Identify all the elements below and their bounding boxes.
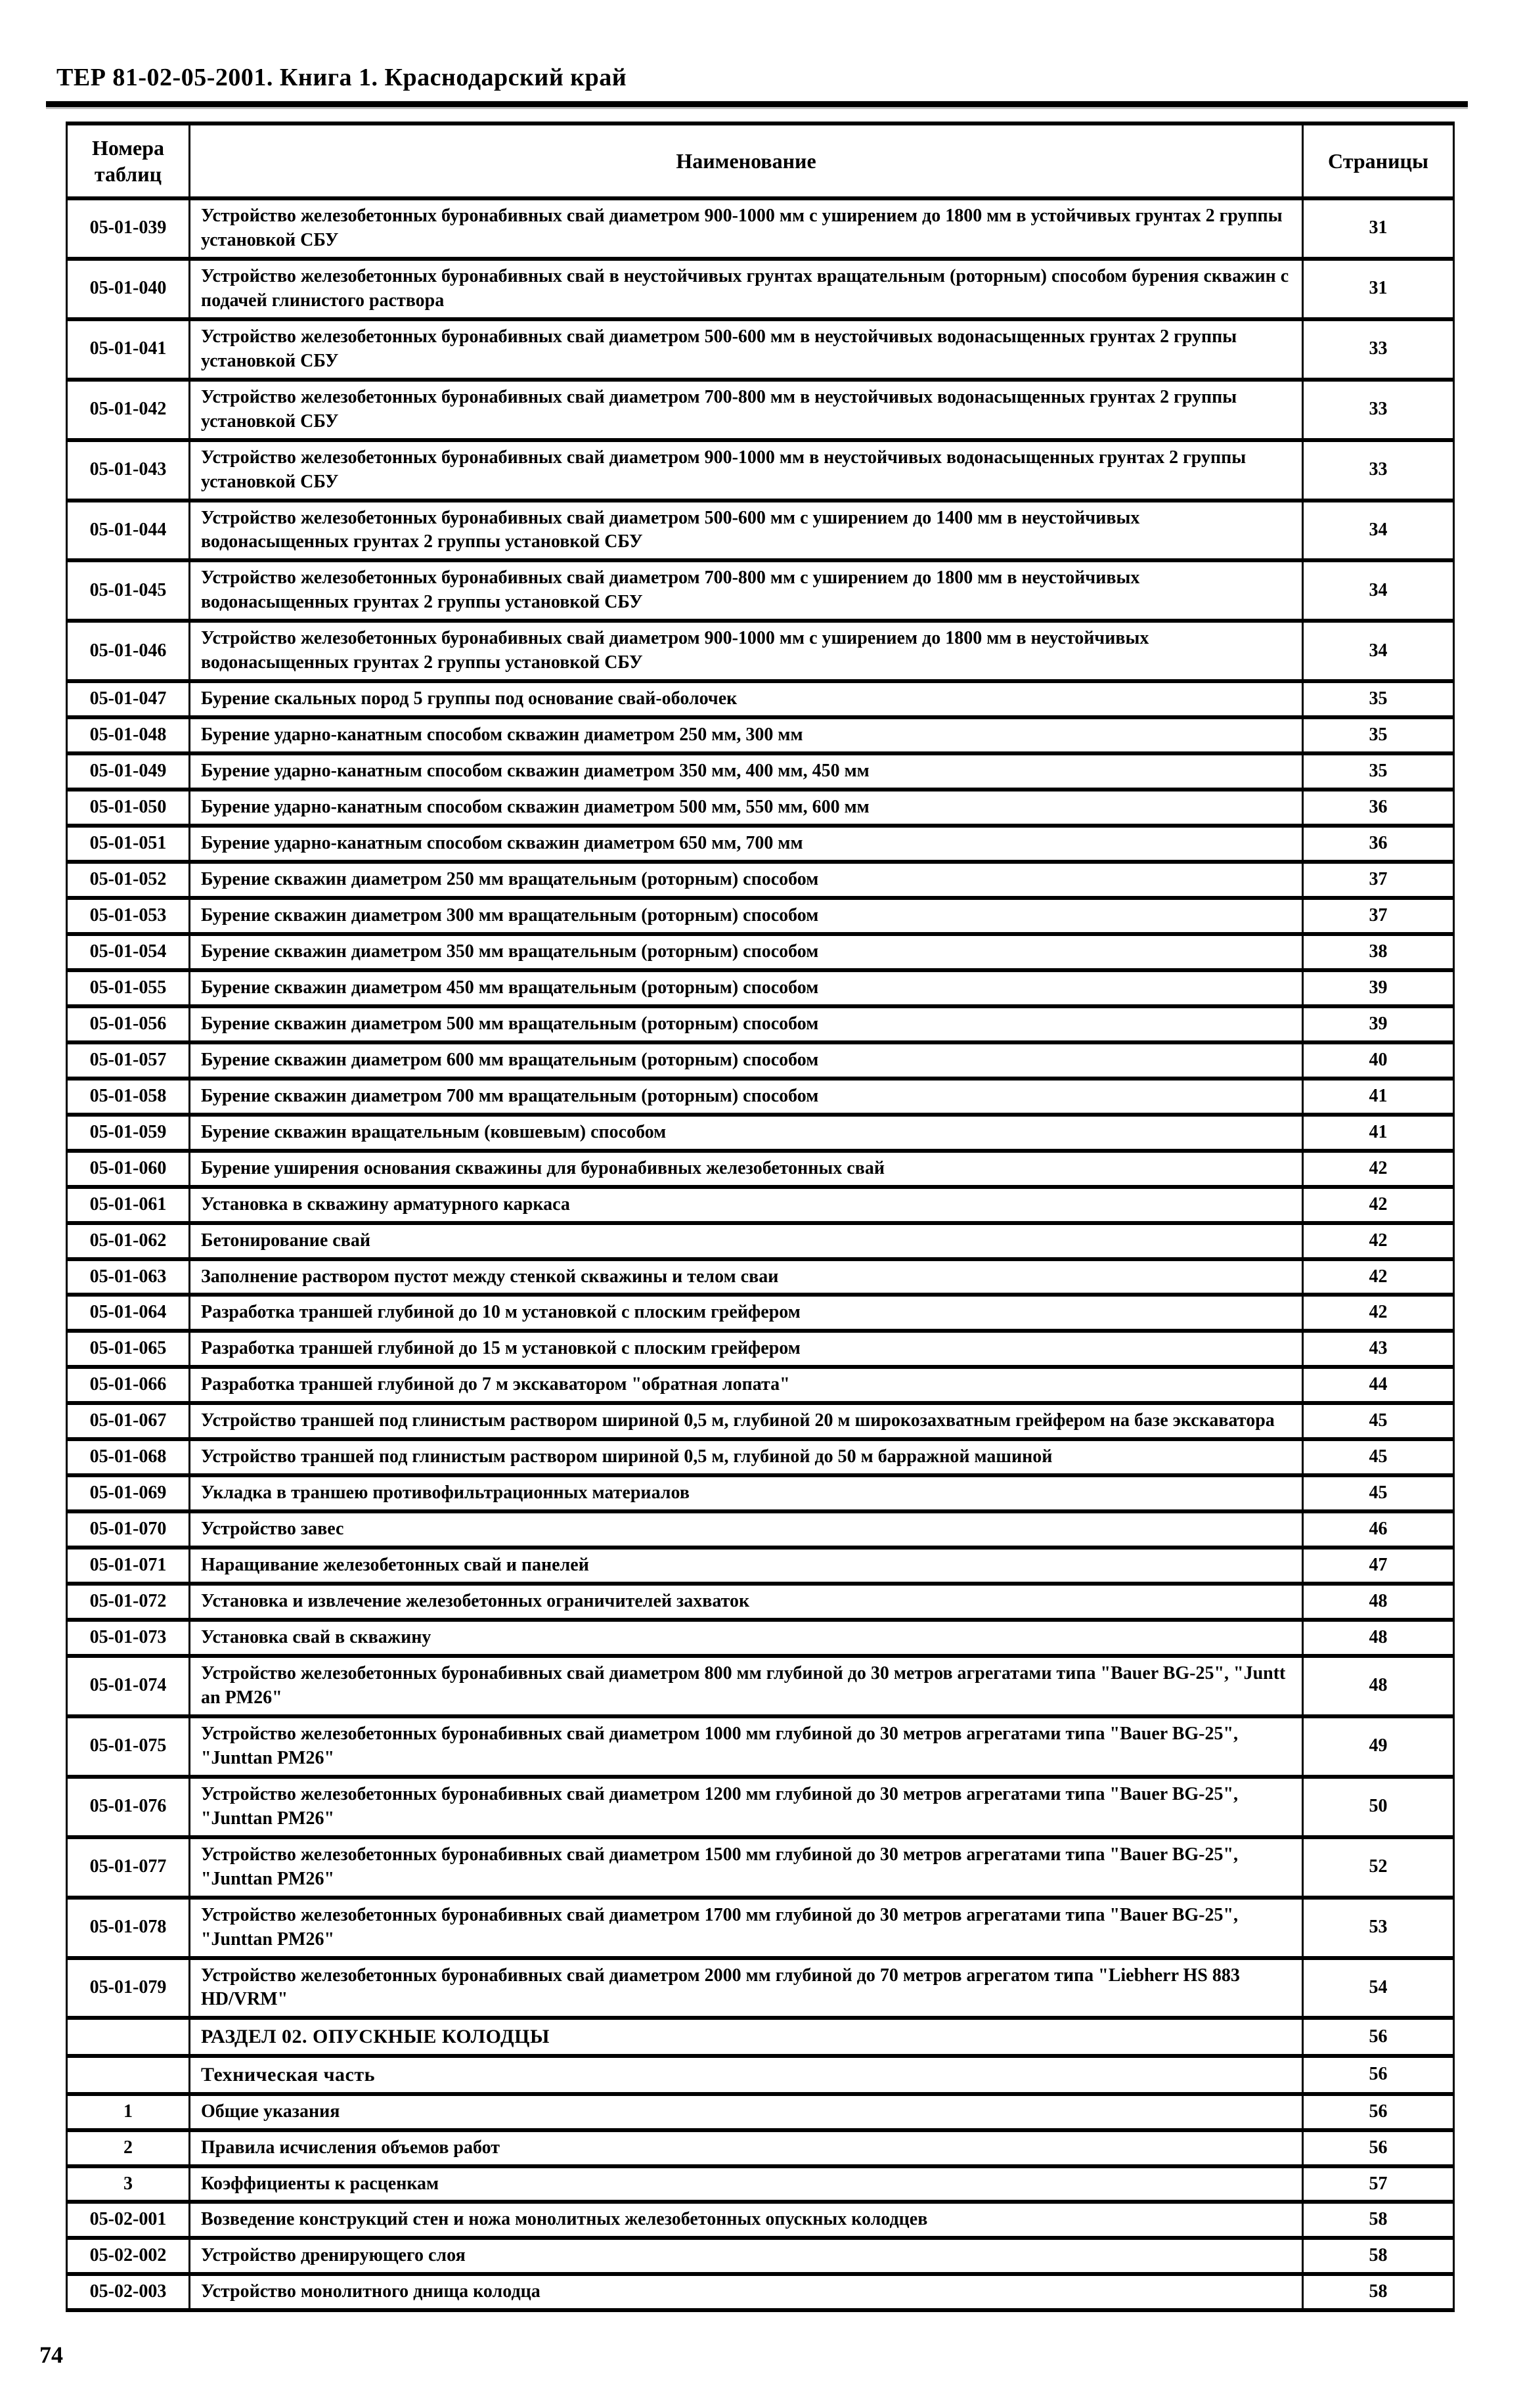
row-table-number — [67, 2056, 190, 2094]
table-row — [67, 1584, 1454, 1620]
row-title: Устройство железобетонных буронабивных свай диаметром 700-800 мм в неустойчивых водонасыщенных грунтах 2 группы установкой СБУ — [190, 380, 1303, 440]
table-row — [67, 2238, 1454, 2274]
row-page-number: 35 — [1303, 717, 1454, 753]
table-row — [67, 681, 1454, 717]
row-table-number: 05-01-046 — [67, 621, 190, 681]
table-row — [67, 1439, 1454, 1475]
row-title: Устройство железобетонных буронабивных свай диаметром 700-800 мм с уширением до 1800 мм в неустойчивых водонасыщенных грунтах 2 группы установкой СБУ — [190, 560, 1303, 621]
row-table-number: 05-01-039 — [67, 198, 190, 259]
row-title: Устройство железобетонных буронабивных свай диаметром 900-1000 мм в неустойчивых водонасыщенных грунтах 2 группы установкой СБУ — [190, 440, 1303, 501]
row-page-number: 34 — [1303, 501, 1454, 561]
row-title: Устройство железобетонных буронабивных свай диаметром 1000 мм глубиной до 30 метров агрегатами типа "Bauer BG-25", "Junttan PM26" — [190, 1716, 1303, 1777]
row-title: Бурение скважин диаметром 700 мм вращательным (роторным) способом — [190, 1079, 1303, 1115]
row-table-number: 05-01-077 — [67, 1837, 190, 1898]
row-table-number: 05-02-002 — [67, 2238, 190, 2274]
table-row — [67, 1475, 1454, 1511]
row-title: Устройство железобетонных буронабивных свай диаметром 800 мм глубиной до 30 метров агрегатами типа "Bauer BG-25", "Juntt an PM26" — [190, 1656, 1303, 1716]
table-row — [67, 1898, 1454, 1958]
row-title: Наращивание железобетонных свай и панелей — [190, 1548, 1303, 1584]
row-table-number: 05-01-069 — [67, 1475, 190, 1511]
row-title: Устройство дренирующего слоя — [190, 2238, 1303, 2274]
row-table-number: 05-01-041 — [67, 319, 190, 380]
row-page-number: 42 — [1303, 1223, 1454, 1259]
table-row — [67, 1223, 1454, 1259]
table-row — [67, 934, 1454, 970]
table-row — [67, 1331, 1454, 1367]
row-table-number: 05-01-065 — [67, 1331, 190, 1367]
row-title: Установка свай в скважину — [190, 1620, 1303, 1656]
row-page-number: 45 — [1303, 1403, 1454, 1439]
table-row — [67, 440, 1454, 501]
row-page-number: 48 — [1303, 1620, 1454, 1656]
row-page-number: 42 — [1303, 1295, 1454, 1331]
row-title: Устройство железобетонных буронабивных свай диаметром 500-600 мм с уширением до 1400 мм в неустойчивых водонасыщенных грунтах 2 группы установкой СБУ — [190, 501, 1303, 561]
row-title: Бурение скважин диаметром 500 мм вращательным (роторным) способом — [190, 1006, 1303, 1042]
header-row — [67, 123, 1454, 198]
row-title: Устройство железобетонных буронабивных свай диаметром 1500 мм глубиной до 30 метров агрегатами типа "Bauer BG-25", "Junttan PM26" — [190, 1837, 1303, 1898]
row-title: Разработка траншей глубиной до 10 м установкой с плоским грейфером — [190, 1295, 1303, 1331]
table-row — [67, 1837, 1454, 1898]
row-table-number: 05-01-066 — [67, 1367, 190, 1403]
row-page-number: 58 — [1303, 2238, 1454, 2274]
row-page-number: 42 — [1303, 1187, 1454, 1223]
toc-table-header — [67, 123, 1454, 198]
row-table-number: 1 — [67, 2094, 190, 2130]
document-title: ТЕР 81-02-05-2001. Книга 1. Краснодарский край — [56, 64, 627, 91]
row-page-number: 33 — [1303, 440, 1454, 501]
row-table-number: 05-01-042 — [67, 380, 190, 440]
row-title: Устройство железобетонных буронабивных свай диаметром 900-1000 мм с уширением до 1800 мм в устойчивых грунтах 2 группы установкой СБУ — [190, 198, 1303, 259]
table-row — [67, 1187, 1454, 1223]
row-page-number: 48 — [1303, 1584, 1454, 1620]
row-table-number: 05-02-001 — [67, 2202, 190, 2238]
table-row — [67, 898, 1454, 934]
table-row — [67, 1620, 1454, 1656]
row-table-number: 05-01-053 — [67, 898, 190, 934]
row-page-number: 41 — [1303, 1115, 1454, 1151]
table-row — [67, 1716, 1454, 1777]
table-row — [67, 2202, 1454, 2238]
table-row — [67, 753, 1454, 790]
row-title: Устройство железобетонных буронабивных свай диаметром 1700 мм глубиной до 30 метров агрегатами типа "Bauer BG-25", "Junttan PM26" — [190, 1898, 1303, 1958]
row-title: Техническая часть — [190, 2056, 1303, 2094]
row-page-number: 37 — [1303, 898, 1454, 934]
row-table-number: 05-01-063 — [67, 1259, 190, 1295]
row-table-number: 05-01-040 — [67, 259, 190, 319]
row-title: Устройство железобетонных буронабивных свай диаметром 500-600 мм в неустойчивых водонасыщенных грунтах 2 группы установкой СБУ — [190, 319, 1303, 380]
row-table-number: 05-01-068 — [67, 1439, 190, 1475]
row-page-number: 56 — [1303, 2056, 1454, 2094]
row-page-number: 46 — [1303, 1511, 1454, 1548]
row-title: Устройство железобетонных буронабивных свай в неустойчивых грунтах вращательным (роторным) способом бурения скважин с подачей глинистого раствора — [190, 259, 1303, 319]
table-row — [67, 560, 1454, 621]
row-title: Бурение ударно-канатным способом скважин диаметром 500 мм, 550 мм, 600 мм — [190, 790, 1303, 826]
table-row — [67, 970, 1454, 1006]
row-table-number: 05-01-078 — [67, 1898, 190, 1958]
table-row — [67, 2056, 1454, 2094]
row-page-number: 39 — [1303, 970, 1454, 1006]
row-title: Правила исчисления объемов работ — [190, 2130, 1303, 2166]
row-page-number: 33 — [1303, 380, 1454, 440]
row-page-number: 56 — [1303, 2130, 1454, 2166]
row-page-number: 54 — [1303, 1958, 1454, 2018]
row-title: Возведение конструкций стен и ножа монолитных железобетонных опускных колодцев — [190, 2202, 1303, 2238]
row-title: Бурение скважин диаметром 250 мм вращательным (роторным) способом — [190, 862, 1303, 898]
row-title: Коэффициенты к расценкам — [190, 2166, 1303, 2202]
row-table-number: 05-01-047 — [67, 681, 190, 717]
row-title: Устройство траншей под глинистым раствором шириной 0,5 м, глубиной до 50 м барражной машиной — [190, 1439, 1303, 1475]
row-page-number: 50 — [1303, 1777, 1454, 1837]
row-title: Бурение скважин диаметром 600 мм вращательным (роторным) способом — [190, 1042, 1303, 1079]
row-title: Бурение скважин диаметром 350 мм вращательным (роторным) способом — [190, 934, 1303, 970]
row-page-number: 40 — [1303, 1042, 1454, 1079]
row-page-number: 33 — [1303, 319, 1454, 380]
row-page-number: 52 — [1303, 1837, 1454, 1898]
row-page-number: 44 — [1303, 1367, 1454, 1403]
row-table-number: 05-01-058 — [67, 1079, 190, 1115]
header-divider-rule — [46, 101, 1468, 107]
table-row — [67, 1958, 1454, 2018]
row-page-number: 45 — [1303, 1475, 1454, 1511]
row-table-number: 05-01-076 — [67, 1777, 190, 1837]
row-page-number: 57 — [1303, 2166, 1454, 2202]
row-title: Устройство завес — [190, 1511, 1303, 1548]
row-title: Разработка траншей глубиной до 7 м экскаватором "обратная лопата" — [190, 1367, 1303, 1403]
row-page-number: 53 — [1303, 1898, 1454, 1958]
row-page-number: 42 — [1303, 1259, 1454, 1295]
row-table-number: 05-01-062 — [67, 1223, 190, 1259]
row-page-number: 43 — [1303, 1331, 1454, 1367]
row-table-number: 05-02-003 — [67, 2274, 190, 2310]
page-number: 74 — [39, 2342, 63, 2369]
table-row — [67, 1548, 1454, 1584]
table-row — [67, 1042, 1454, 1079]
row-page-number: 58 — [1303, 2202, 1454, 2238]
row-title: Разработка траншей глубиной до 15 м установкой с плоским грейфером — [190, 1331, 1303, 1367]
row-title: Бурение ударно-канатным способом скважин диаметром 250 мм, 300 мм — [190, 717, 1303, 753]
row-title: РАЗДЕЛ 02. ОПУСКНЫЕ КОЛОДЦЫ — [190, 2018, 1303, 2056]
row-page-number: 31 — [1303, 259, 1454, 319]
table-row — [67, 2018, 1454, 2056]
row-table-number: 05-01-048 — [67, 717, 190, 753]
row-table-number: 05-01-045 — [67, 560, 190, 621]
table-row — [67, 380, 1454, 440]
table-row — [67, 319, 1454, 380]
row-title: Бурение скальных пород 5 группы под основание свай-оболочек — [190, 681, 1303, 717]
row-table-number — [67, 2018, 190, 2056]
table-row — [67, 2274, 1454, 2310]
row-page-number: 37 — [1303, 862, 1454, 898]
column-header-pages: Страницы — [1303, 123, 1454, 198]
row-table-number: 05-01-073 — [67, 1620, 190, 1656]
row-table-number: 05-01-064 — [67, 1295, 190, 1331]
row-page-number: 35 — [1303, 681, 1454, 717]
table-row — [67, 1295, 1454, 1331]
row-page-number: 39 — [1303, 1006, 1454, 1042]
row-title: Бурение ударно-канатным способом скважин диаметром 650 мм, 700 мм — [190, 826, 1303, 862]
row-table-number: 05-01-072 — [67, 1584, 190, 1620]
row-page-number: 34 — [1303, 560, 1454, 621]
row-table-number: 05-01-070 — [67, 1511, 190, 1548]
row-table-number: 05-01-060 — [67, 1151, 190, 1187]
row-table-number: 05-01-061 — [67, 1187, 190, 1223]
row-title: Укладка в траншею противофильтрационных материалов — [190, 1475, 1303, 1511]
row-page-number: 35 — [1303, 753, 1454, 790]
row-title: Бурение скважин диаметром 300 мм вращательным (роторным) способом — [190, 898, 1303, 934]
table-row — [67, 1367, 1454, 1403]
row-table-number: 05-01-071 — [67, 1548, 190, 1584]
row-title: Бурение скважин вращательным (ковшевым) способом — [190, 1115, 1303, 1151]
row-title: Устройство монолитного днища колодца — [190, 2274, 1303, 2310]
table-row — [67, 862, 1454, 898]
table-row — [67, 1151, 1454, 1187]
row-title: Устройство железобетонных буронабивных свай диаметром 1200 мм глубиной до 30 метров агрегатами типа "Bauer BG-25", "Junttan PM26" — [190, 1777, 1303, 1837]
row-table-number: 05-01-055 — [67, 970, 190, 1006]
table-row — [67, 198, 1454, 259]
row-title: Общие указания — [190, 2094, 1303, 2130]
row-table-number: 3 — [67, 2166, 190, 2202]
table-row — [67, 790, 1454, 826]
table-row — [67, 621, 1454, 681]
row-table-number: 05-01-059 — [67, 1115, 190, 1151]
row-table-number: 05-01-050 — [67, 790, 190, 826]
column-header-name: Наименование — [190, 123, 1303, 198]
row-title: Бурение уширения основания скважины для буронабивных железобетонных свай — [190, 1151, 1303, 1187]
row-table-number: 05-01-056 — [67, 1006, 190, 1042]
table-row — [67, 1511, 1454, 1548]
row-page-number: 45 — [1303, 1439, 1454, 1475]
row-table-number: 05-01-075 — [67, 1716, 190, 1777]
row-table-number: 05-01-044 — [67, 501, 190, 561]
table-row — [67, 2094, 1454, 2130]
row-page-number: 42 — [1303, 1151, 1454, 1187]
row-page-number: 49 — [1303, 1716, 1454, 1777]
row-page-number: 38 — [1303, 934, 1454, 970]
table-row — [67, 826, 1454, 862]
row-table-number: 05-01-049 — [67, 753, 190, 790]
row-page-number: 36 — [1303, 826, 1454, 862]
row-table-number: 05-01-043 — [67, 440, 190, 501]
row-table-number: 05-01-079 — [67, 1958, 190, 2018]
row-table-number: 05-01-052 — [67, 862, 190, 898]
row-table-number: 05-01-057 — [67, 1042, 190, 1079]
table-row — [67, 1079, 1454, 1115]
toc-table — [66, 122, 1455, 2312]
toc-table-body — [67, 198, 1454, 2310]
row-table-number: 2 — [67, 2130, 190, 2166]
row-table-number: 05-01-074 — [67, 1656, 190, 1716]
row-title: Устройство траншей под глинистым раствором шириной 0,5 м, глубиной 20 м широкозахватным грейфером на базе экскаватора — [190, 1403, 1303, 1439]
row-page-number: 31 — [1303, 198, 1454, 259]
row-title: Установка и извлечение железобетонных ограничителей захваток — [190, 1584, 1303, 1620]
row-page-number: 36 — [1303, 790, 1454, 826]
row-title: Установка в скважину арматурного каркаса — [190, 1187, 1303, 1223]
row-table-number: 05-01-051 — [67, 826, 190, 862]
table-row — [67, 1656, 1454, 1716]
row-title: Устройство железобетонных буронабивных свай диаметром 900-1000 мм с уширением до 1800 мм в неустойчивых водонасыщенных грунтах 2 группы установкой СБУ — [190, 621, 1303, 681]
table-row — [67, 501, 1454, 561]
row-table-number: 05-01-054 — [67, 934, 190, 970]
table-row — [67, 717, 1454, 753]
row-title: Бурение скважин диаметром 450 мм вращательным (роторным) способом — [190, 970, 1303, 1006]
row-title: Заполнение раствором пустот между стенкой скважины и телом сваи — [190, 1259, 1303, 1295]
row-page-number: 56 — [1303, 2018, 1454, 2056]
row-page-number: 41 — [1303, 1079, 1454, 1115]
row-page-number: 34 — [1303, 621, 1454, 681]
row-table-number: 05-01-067 — [67, 1403, 190, 1439]
row-page-number: 47 — [1303, 1548, 1454, 1584]
table-row — [67, 1006, 1454, 1042]
row-page-number: 58 — [1303, 2274, 1454, 2310]
row-page-number: 56 — [1303, 2094, 1454, 2130]
table-row — [67, 2130, 1454, 2166]
row-title: Устройство железобетонных буронабивных свай диаметром 2000 мм глубиной до 70 метров агрегатом типа "Liebherr HS 883 HD/VRM" — [190, 1958, 1303, 2018]
column-header-table-numbers: Номера таблиц — [67, 123, 190, 198]
table-row — [67, 2166, 1454, 2202]
table-row — [67, 1777, 1454, 1837]
row-title: Бурение ударно-канатным способом скважин диаметром 350 мм, 400 мм, 450 мм — [190, 753, 1303, 790]
table-row — [67, 259, 1454, 319]
table-row — [67, 1115, 1454, 1151]
table-row — [67, 1403, 1454, 1439]
row-title: Бетонирование свай — [190, 1223, 1303, 1259]
row-page-number: 48 — [1303, 1656, 1454, 1716]
table-row — [67, 1259, 1454, 1295]
